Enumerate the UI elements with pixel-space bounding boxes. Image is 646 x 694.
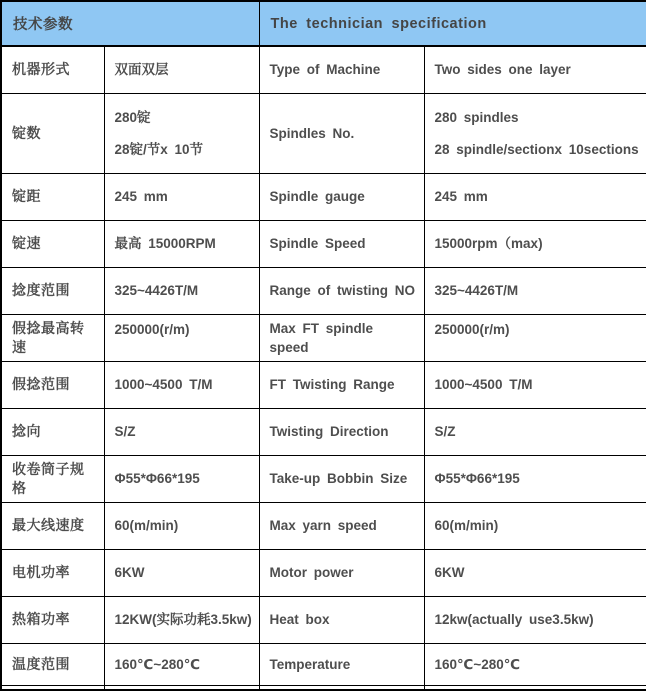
param-name-en [259,596,424,643]
cell-text-line: 6KW [114,565,145,580]
cell-text-line: 250000(r/m) [114,321,190,337]
param-name-zh [1,314,104,361]
param-name-zh [1,173,104,220]
cell-text-line: 245 mm [434,189,488,204]
cell-text-line: 280锭 [114,109,151,125]
cell-text-line: 325~4426T/M [114,283,199,298]
param-value-zh [104,502,259,549]
param-value-en [424,643,646,685]
cell-text-line: Heat box [269,612,330,627]
cell-text-line: 捻度范围 [12,282,70,298]
cell-text-line: S/Z [114,424,136,439]
cell-text-line: 15000rpm（max) [434,236,543,251]
cell-text-line: 捻向 [12,423,41,439]
param-name-zh [1,93,104,173]
partial-cell [259,685,424,690]
param-value-en [424,93,646,173]
cell-text-line: 假捻范围 [12,376,70,392]
cell-text-line: 245 mm [114,189,168,204]
cell-text-line: 28 spindle/sectionx 10sections [434,141,639,157]
cell-text-line: 温度范围 [12,655,70,672]
partial-row [1,685,646,690]
table-row [1,596,646,643]
param-value-en [424,549,646,596]
param-value-en [424,314,646,361]
param-name-en [259,502,424,549]
param-name-zh [1,643,104,685]
cell-text-line: Φ55*Φ66*195 [114,471,200,486]
param-name-en [259,408,424,455]
cell-text-line: 锭距 [12,188,41,204]
param-name-en [259,46,424,93]
cell-text-line: 160℃~280℃ [434,656,521,672]
header-title-zh: 技术参数 [1,1,259,46]
cell-text-line: 机器形式 [12,61,70,78]
param-name-en [259,314,424,361]
param-value-en [424,408,646,455]
param-value-zh [104,643,259,685]
cell-text-line: Motor power [269,565,354,580]
param-value-en [424,596,646,643]
cell-text-line: Twisting Direction [269,424,389,439]
param-name-zh [1,361,104,408]
table-row [1,93,646,173]
param-value-zh [104,173,259,220]
cell-text-line: 双面双层 [114,62,169,78]
param-value-zh [104,549,259,596]
cell-text-line: Two sides one layer [434,62,571,78]
table-row [1,267,646,314]
partial-cell [1,685,104,690]
cell-text-line: Spindle gauge [269,189,365,204]
table-body [1,46,646,690]
param-name-en [259,549,424,596]
param-value-zh [104,455,259,502]
param-value-en [424,502,646,549]
cell-text-line: 锭数 [12,124,41,141]
param-value-zh [104,220,259,267]
cell-text-line: 60(m/min) [114,518,179,533]
table-row [1,643,646,685]
cell-text-line: 锭速 [12,235,41,251]
cell-text-line: 电机功率 [12,564,70,580]
param-value-zh [104,267,259,314]
param-name-en [259,220,424,267]
cell-text-line: 325~4426T/M [434,283,519,298]
cell-text-line: 最高 15000RPM [114,236,216,251]
param-name-zh [1,455,104,502]
table-row [1,220,646,267]
param-name-en [259,643,424,685]
table-row [1,549,646,596]
cell-text-line: 60(m/min) [434,518,499,533]
cell-text-line: 1000~4500 T/M [114,377,213,392]
param-value-zh [104,93,259,173]
param-value-zh [104,46,259,93]
param-value-zh [104,314,259,361]
cell-text-line: 250000(r/m) [434,321,510,337]
table-row [1,46,646,93]
cell-text-line: 最大线速度 [12,517,85,533]
cell-text-line: 280 spindles [434,109,519,125]
partial-cell [424,685,646,690]
param-value-zh [104,596,259,643]
param-name-en [259,267,424,314]
table-header-row [1,1,646,46]
table-row [1,408,646,455]
param-name-zh [1,502,104,549]
param-name-zh [1,267,104,314]
cell-text-line: Spindles No. [269,125,355,141]
cell-text-line: 160℃~280℃ [114,656,201,672]
param-name-zh [1,596,104,643]
cell-text-line: Φ55*Φ66*195 [434,471,520,486]
cell-text-line: 28锭/节x 10节 [114,141,204,157]
cell-text-line: Type of Machine [269,62,381,78]
cell-text-line: Range of twisting NO [269,283,415,298]
param-name-zh [1,46,104,93]
cell-text-line: Temperature [269,656,351,672]
cell-text-line: 12kw(actually use3.5kw) [434,612,594,627]
cell-text-line: Max yarn speed [269,518,377,533]
table-row [1,502,646,549]
cell-text-line: Take-up Bobbin Size [269,471,408,486]
cell-text-line: Max FT spindle speed [269,320,374,355]
param-value-en [424,46,646,93]
param-value-en [424,173,646,220]
cell-text-line: 6KW [434,565,465,580]
param-name-zh [1,549,104,596]
param-name-zh [1,220,104,267]
header-title-en: The technician specification [259,1,646,46]
cell-text-line: 收卷筒子规格 [12,460,85,496]
table-row [1,314,646,361]
cell-text-line: Spindle Speed [269,236,366,251]
param-name-zh [1,408,104,455]
cell-text-line: 12KW(实际功耗3.5kw) [114,612,252,627]
param-value-zh [104,361,259,408]
cell-text-line: FT Twisting Range [269,377,395,392]
cell-text-line: 假捻最高转速 [12,319,85,355]
table-row [1,361,646,408]
partial-cell [104,685,259,690]
param-value-en [424,220,646,267]
param-value-en [424,455,646,502]
table-row [1,173,646,220]
cell-text-line: 1000~4500 T/M [434,377,533,392]
param-name-en [259,93,424,173]
cell-text-line: S/Z [434,424,456,439]
param-name-en [259,361,424,408]
param-value-en [424,267,646,314]
param-name-en [259,173,424,220]
param-value-en [424,361,646,408]
param-name-en [259,455,424,502]
param-value-zh [104,408,259,455]
table-row [1,455,646,502]
cell-text-line: 热箱功率 [12,611,70,627]
